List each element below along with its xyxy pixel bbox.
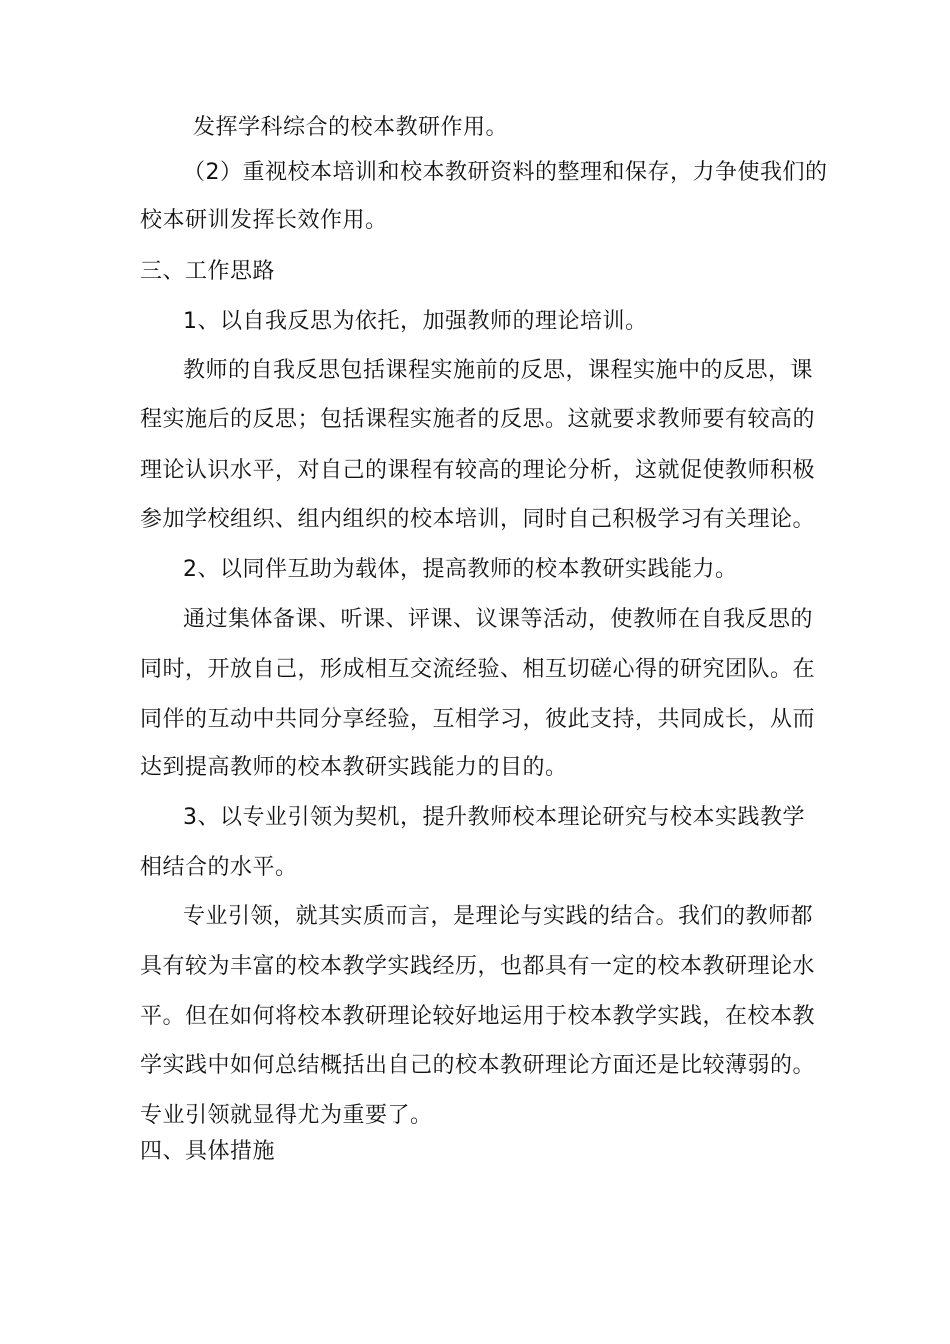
text-line-17: 专业引领，就其实质而言，是理论与实践的结合。我们的教师都	[183, 904, 814, 929]
text-line-7: 程实施后的反思；包括课程实施者的反思。这就要求教师要有较高的	[140, 407, 816, 432]
text-line-20: 学实践中如何总结概括出自己的校本教研理论方面还是比较薄弱的。	[140, 1053, 816, 1078]
section-heading-3: 三、工作思路	[140, 259, 276, 284]
text-line-3: 校本研训发挥长效作用。	[140, 208, 388, 233]
text-line-14: 达到提高教师的校本教研实践能力的目的。	[140, 755, 568, 780]
text-line-9: 参加学校组织、组内组织的校本培训，同时自己积极学习有关理论。	[140, 507, 816, 532]
text-line-8: 理论认识水平，对自己的课程有较高的理论分析，这就促使教师积极	[140, 458, 816, 483]
text-line-11: 通过集体备课、听课、评课、议课等活动，使教师在自我反思的	[183, 607, 814, 632]
subheading-3: 3、以专业引领为契机，提升教师校本理论研究与校本实践教学	[183, 805, 805, 830]
text-line-16: 相结合的水平。	[140, 855, 298, 880]
section-heading-4: 四、具体措施	[140, 1139, 276, 1164]
text-line-12: 同时，开放自己，形成相互交流经验、相互切磋心得的研究团队。在	[140, 657, 816, 682]
subheading-2: 2、以同伴互助为载体，提高教师的校本教研实践能力。	[183, 557, 738, 582]
text-line-13: 同伴的互动中共同分享经验，互相学习，彼此支持，共同成长，从而	[140, 707, 816, 732]
text-line-21: 专业引领就显得尤为重要了。	[140, 1103, 433, 1128]
subheading-1: 1、以自我反思为依托，加强教师的理论培训。	[183, 309, 648, 334]
text-line-19: 平。但在如何将校本教研理论较好地运用于校本教学实践，在校本教	[140, 1004, 816, 1029]
text-line-18: 具有较为丰富的校本教学实践经历，也都具有一定的校本教研理论水	[140, 954, 816, 979]
text-line-1: 发挥学科综合的校本教研作用。	[193, 115, 509, 140]
text-line-6: 教师的自我反思包括课程实施前的反思，课程实施中的反思，课	[183, 358, 814, 383]
text-line-2: （2）重视校本培训和校本教研资料的整理和保存，力争使我们的	[183, 160, 828, 185]
